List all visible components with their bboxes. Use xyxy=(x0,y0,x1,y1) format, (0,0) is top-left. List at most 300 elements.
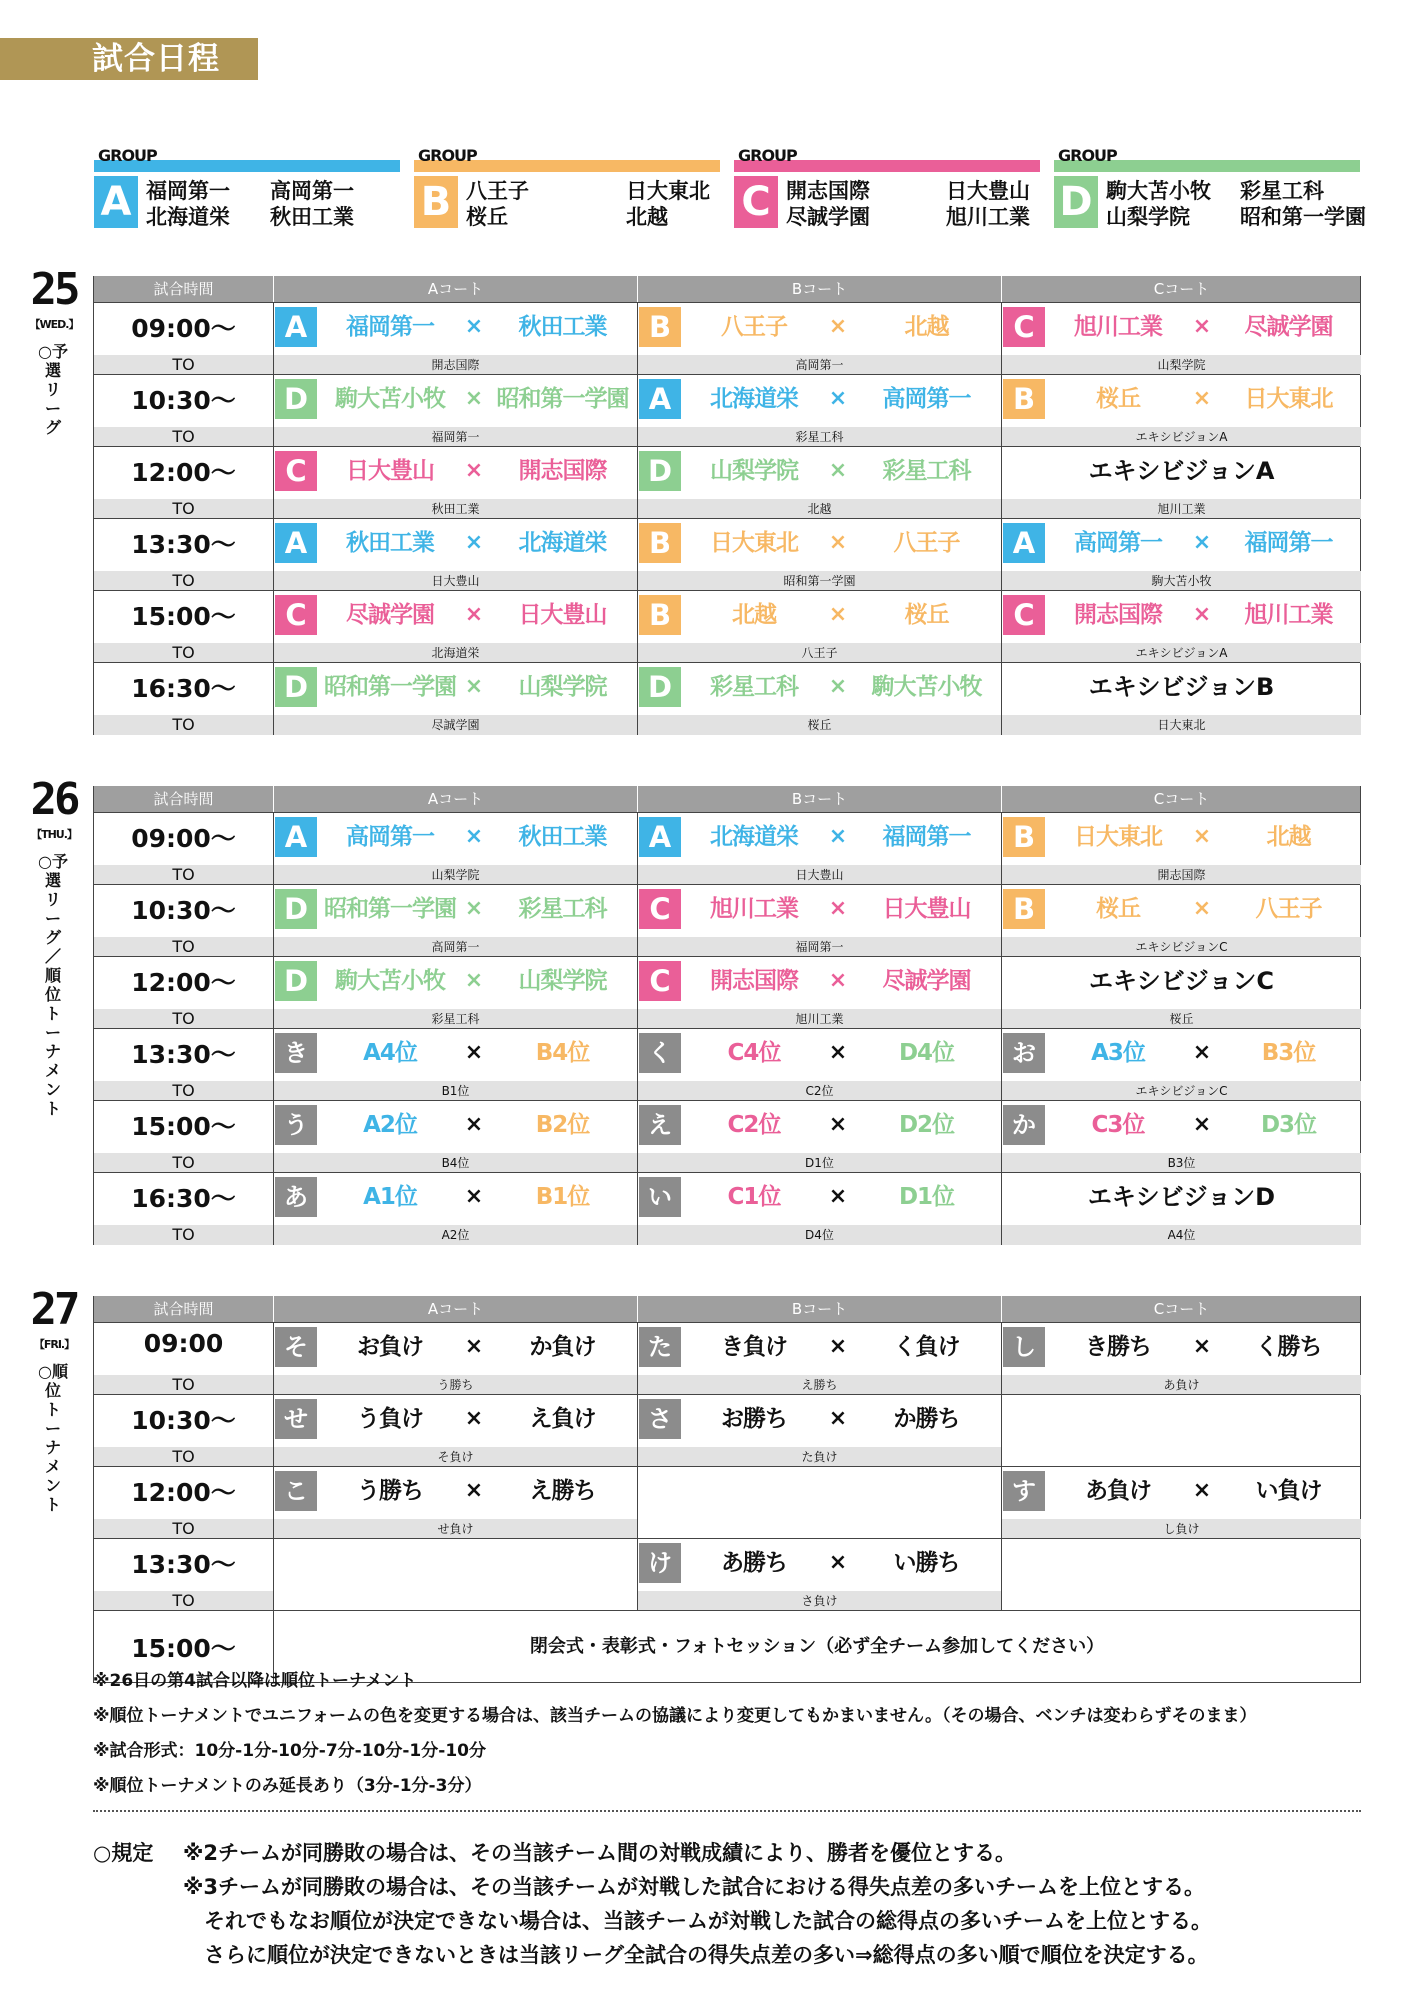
match-badge: A xyxy=(275,817,317,857)
to-label: TO xyxy=(94,865,273,885)
team-1: あ負け xyxy=(1085,1478,1151,1504)
header-court: Bコート xyxy=(638,786,1002,812)
team-2: 北越 xyxy=(1266,824,1311,850)
team-1: A2位 xyxy=(363,1112,417,1138)
match xyxy=(274,889,637,929)
team-2: B4位 xyxy=(535,1040,590,1066)
match-badge: あ xyxy=(275,1177,317,1217)
team-1: あ勝ち xyxy=(721,1550,787,1576)
match-badge: お xyxy=(1003,1033,1045,1073)
to-label: TO xyxy=(94,1519,273,1539)
court-cell xyxy=(638,957,1002,1029)
match xyxy=(638,817,1001,857)
court-cell xyxy=(274,1539,638,1611)
versus-mark: × xyxy=(464,602,484,627)
team-2: 彩星工科 xyxy=(518,896,607,922)
match xyxy=(1002,523,1361,563)
match xyxy=(638,1327,1001,1367)
start-time: 15:00〜 xyxy=(131,1634,236,1663)
team-2: 八王子 xyxy=(1255,896,1322,922)
schedule-table xyxy=(93,276,1361,735)
header-court: Cコート xyxy=(1153,1300,1210,1318)
court-cell xyxy=(274,885,638,957)
match xyxy=(274,451,637,491)
start-time: 15:00〜 xyxy=(131,1112,236,1141)
match-badge: B xyxy=(639,307,681,347)
match xyxy=(1002,379,1361,419)
time-cell xyxy=(94,1029,274,1101)
time-cell xyxy=(94,1323,274,1395)
header-court: Bコート xyxy=(638,1296,1002,1322)
match xyxy=(1002,817,1361,857)
versus-mark: × xyxy=(1192,1478,1212,1503)
referee-team: 開志国際 xyxy=(274,355,637,375)
referee-team: 日大東北 xyxy=(1002,715,1361,735)
match xyxy=(274,1471,637,1511)
team-2: B2位 xyxy=(535,1112,590,1138)
match-badge: そ xyxy=(275,1327,317,1367)
match xyxy=(638,1105,1001,1145)
match-badge: た xyxy=(639,1327,681,1367)
versus-mark: × xyxy=(828,1406,848,1431)
court-cell xyxy=(274,1467,638,1539)
day-weekday: 【WED.】 xyxy=(29,318,79,331)
table-row xyxy=(94,1100,1360,1172)
court-cell xyxy=(638,885,1002,957)
match xyxy=(274,595,637,635)
court-cell xyxy=(1002,663,1361,735)
to-label: TO xyxy=(94,571,273,591)
match xyxy=(274,1327,637,1367)
versus-mark: × xyxy=(828,896,848,921)
team-1: う勝ち xyxy=(357,1478,423,1504)
referee-team: 北越 xyxy=(638,499,1001,519)
versus-mark: × xyxy=(464,968,484,993)
team-2: B3位 xyxy=(1261,1040,1316,1066)
group-label: GROUP xyxy=(98,146,157,165)
table-header xyxy=(94,276,1360,302)
team-1: 昭和第一学園 xyxy=(324,674,456,700)
time-cell xyxy=(94,303,274,375)
start-time: 15:00〜 xyxy=(131,602,236,631)
match xyxy=(1002,889,1361,929)
match xyxy=(638,307,1001,347)
note-line: ※試合形式：10分-1分-10分-7分-10分-1分-10分 xyxy=(93,1741,486,1761)
start-time: 16:30〜 xyxy=(131,1184,236,1213)
time-cell xyxy=(94,813,274,885)
match xyxy=(638,451,1001,491)
match-badge: C xyxy=(639,961,681,1001)
start-time: 09:00〜 xyxy=(131,314,236,343)
match-badge: き xyxy=(275,1033,317,1073)
team-1: 高岡第一 xyxy=(346,824,434,850)
to-label: TO xyxy=(94,1153,273,1173)
referee-team: 高岡第一 xyxy=(274,937,637,957)
group-team: 秋田工業 xyxy=(270,205,354,229)
court-cell xyxy=(1002,813,1361,885)
group-team: 日大東北 xyxy=(626,179,710,203)
team-2: か負け xyxy=(529,1334,596,1360)
referee-team: 福岡第一 xyxy=(638,937,1001,957)
start-time: 13:30〜 xyxy=(131,1040,236,1069)
versus-mark: × xyxy=(464,1184,484,1209)
match xyxy=(1002,595,1361,635)
group-label: GROUP xyxy=(1058,146,1117,165)
team-1: A3位 xyxy=(1091,1040,1145,1066)
referee-team: 尽誠学園 xyxy=(274,715,637,735)
match xyxy=(274,1033,637,1073)
team-1: 秋田工業 xyxy=(346,530,434,556)
start-time: 09:00〜 xyxy=(131,824,236,853)
referee-team: 桜丘 xyxy=(1002,1009,1361,1029)
versus-mark: × xyxy=(464,1406,484,1431)
referee-team: 福岡第一 xyxy=(274,427,637,447)
team-1: 桜丘 xyxy=(1096,386,1140,412)
team-1: お勝ち xyxy=(721,1406,787,1432)
team-1: 日大東北 xyxy=(710,530,798,556)
start-time: 10:30〜 xyxy=(131,1406,236,1435)
referee-team: エキシビジョンC xyxy=(1002,937,1361,957)
versus-mark: × xyxy=(828,824,848,849)
group-letter: B xyxy=(414,176,458,228)
match-badge: A xyxy=(275,523,317,563)
team-1: 開志国際 xyxy=(710,968,798,994)
team-1: C2位 xyxy=(727,1112,781,1138)
referee-team: D4位 xyxy=(638,1225,1001,1245)
referee-team: う勝ち xyxy=(274,1375,637,1395)
referee-team: 北海道栄 xyxy=(274,643,637,663)
team-2: 彩星工科 xyxy=(882,458,971,484)
group-label: GROUP xyxy=(738,146,797,165)
exhibition-label: エキシビジョンD xyxy=(1087,1183,1276,1211)
referee-team: エキシビジョンC xyxy=(1002,1081,1361,1101)
referee-team: エキシビジョンA xyxy=(1002,643,1361,663)
court-cell xyxy=(638,1173,1002,1245)
team-1: き負け xyxy=(721,1334,787,1360)
match-badge: A xyxy=(275,307,317,347)
court-cell xyxy=(1002,1029,1361,1101)
closing-ceremony: 閉会式・表彰式・フォトセッション（必ず全チーム参加してください） xyxy=(529,1636,1105,1657)
team-1: 駒大苫小牧 xyxy=(335,386,445,412)
versus-mark: × xyxy=(828,1112,848,1137)
court-cell xyxy=(274,591,638,663)
referee-team: A2位 xyxy=(274,1225,637,1245)
time-cell xyxy=(94,885,274,957)
team-2: く負け xyxy=(893,1334,960,1360)
match-badge: B xyxy=(1003,817,1045,857)
schedule-table xyxy=(93,1296,1361,1683)
versus-mark: × xyxy=(1192,1334,1212,1359)
table-row xyxy=(94,590,1360,662)
referee-team: さ負け xyxy=(638,1591,1001,1611)
team-1: お負け xyxy=(357,1334,423,1360)
referee-team: 山梨学院 xyxy=(274,865,637,885)
note-line: ※順位トーナメントでユニフォームの色を変更する場合は、該当チームの協議により変更してもかまいません。（その場合、ベンチは変わらずそのまま） xyxy=(93,1706,1257,1726)
team-1: 八王子 xyxy=(721,314,787,340)
team-1: 旭川工業 xyxy=(1074,314,1162,340)
versus-mark: × xyxy=(464,1040,484,1065)
versus-mark: × xyxy=(828,1550,848,1575)
court-cell xyxy=(1002,1539,1361,1611)
team-2: 福岡第一 xyxy=(882,824,971,850)
versus-mark: × xyxy=(1192,1112,1212,1137)
referee-team: 彩星工科 xyxy=(274,1009,637,1029)
rules-label: ○規定 xyxy=(93,1841,154,1865)
time-cell xyxy=(94,957,274,1029)
match-badge: D xyxy=(275,961,317,1001)
team-2: 日大豊山 xyxy=(518,602,607,628)
header-time: 試合時間 xyxy=(94,786,274,812)
match xyxy=(638,1177,1001,1217)
match xyxy=(274,379,637,419)
time-cell xyxy=(94,375,274,447)
start-time: 09:00 xyxy=(143,1329,224,1358)
team-2: 開志国際 xyxy=(518,458,607,484)
match-badge: D xyxy=(275,379,317,419)
exhibition-label: エキシビジョンA xyxy=(1088,457,1275,485)
versus-mark: × xyxy=(464,530,484,555)
notes xyxy=(93,1664,1257,1804)
rule-line: ※3チームが同勝敗の場合は、その当該チームが対戦した試合における得失点差の多いチームを上位とする。 xyxy=(183,1875,1206,1899)
group-team: 桜丘 xyxy=(466,205,508,229)
start-time: 12:00〜 xyxy=(131,968,236,997)
match xyxy=(274,523,637,563)
group-team: 北海道栄 xyxy=(146,205,230,229)
time-cell xyxy=(94,591,274,663)
match-badge: せ xyxy=(275,1399,317,1439)
team-1: 桜丘 xyxy=(1096,896,1140,922)
team-1: C1位 xyxy=(727,1184,781,1210)
time-cell xyxy=(94,1173,274,1245)
time-cell xyxy=(94,1539,274,1611)
group-label: GROUP xyxy=(418,146,477,165)
time-cell xyxy=(94,663,274,735)
court-cell xyxy=(274,303,638,375)
referee-team: B4位 xyxy=(274,1153,637,1173)
team-1: 高岡第一 xyxy=(1074,530,1162,556)
schedule-table xyxy=(93,786,1361,1245)
court-cell xyxy=(638,663,1002,735)
match-badge: う xyxy=(275,1105,317,1145)
team-1: A4位 xyxy=(363,1040,417,1066)
group-team: 八王子 xyxy=(466,179,529,203)
versus-mark: × xyxy=(1192,530,1212,555)
match-badge: D xyxy=(639,667,681,707)
referee-team: 高岡第一 xyxy=(638,355,1001,375)
time-cell xyxy=(94,1395,274,1467)
table-row xyxy=(94,812,1360,884)
to-label: TO xyxy=(94,499,273,519)
rule-line: さらに順位が決定できないときは当該リーグ全試合の得失点差の多い⇒総得点の多い順で順位を決定する。 xyxy=(183,1943,1209,1967)
match xyxy=(638,1543,1001,1583)
team-2: D1位 xyxy=(898,1184,955,1210)
table-row xyxy=(94,1466,1360,1538)
time-cell xyxy=(94,1467,274,1539)
court-cell xyxy=(274,447,638,519)
match xyxy=(1002,1033,1361,1073)
table-row xyxy=(94,662,1360,734)
team-1: 駒大苫小牧 xyxy=(335,968,445,994)
court-cell xyxy=(638,1539,1002,1611)
versus-mark: × xyxy=(464,896,484,921)
court-cell xyxy=(1002,1173,1361,1245)
group-c xyxy=(734,146,1040,232)
referee-team: 旭川工業 xyxy=(638,1009,1001,1029)
group-b xyxy=(414,146,720,232)
team-1: 北海道栄 xyxy=(710,386,798,412)
court-cell xyxy=(1002,447,1361,519)
match xyxy=(274,1399,637,1439)
versus-mark: × xyxy=(828,1040,848,1065)
referee-team: 日大豊山 xyxy=(274,571,637,591)
court-cell xyxy=(274,1173,638,1245)
table-row xyxy=(94,1538,1360,1610)
referee-team: あ負け xyxy=(1002,1375,1361,1395)
versus-mark: × xyxy=(828,602,848,627)
to-label: TO xyxy=(94,715,273,735)
team-2: 尽誠学園 xyxy=(882,968,971,994)
versus-mark: × xyxy=(1192,386,1212,411)
match xyxy=(1002,1471,1361,1511)
versus-mark: × xyxy=(828,314,848,339)
group-team: 福岡第一 xyxy=(146,179,230,203)
table-row xyxy=(94,518,1360,590)
referee-team: 昭和第一学園 xyxy=(638,571,1001,591)
versus-mark: × xyxy=(1192,896,1212,921)
court-cell xyxy=(1002,303,1361,375)
versus-mark: × xyxy=(1192,824,1212,849)
match xyxy=(638,1033,1001,1073)
group-team: 尽誠学園 xyxy=(786,205,870,229)
table-row xyxy=(94,956,1360,1028)
to-label: TO xyxy=(94,355,273,375)
referee-team: え勝ち xyxy=(638,1375,1001,1395)
court-cell xyxy=(274,813,638,885)
referee-team: 山梨学院 xyxy=(1002,355,1361,375)
to-label: TO xyxy=(94,643,273,663)
match-badge: B xyxy=(1003,889,1045,929)
rule-line: ※2チームが同勝敗の場合は、その当該チーム間の対戦成績により、勝者を優位とする。 xyxy=(183,1841,1017,1865)
team-2: 福岡第一 xyxy=(1244,530,1333,556)
match xyxy=(638,595,1001,635)
match-badge: D xyxy=(275,889,317,929)
rule-line: それでもなお順位が決定できない場合は、当該チームが対戦した試合の総得点の多いチームを上位とする。 xyxy=(183,1909,1212,1933)
court-cell xyxy=(274,1323,638,1395)
court-cell xyxy=(274,1101,638,1173)
versus-mark: × xyxy=(464,386,484,411)
note-line: ※順位トーナメントのみ延長あり（3分-1分-3分） xyxy=(93,1776,482,1796)
header-time: 試合時間 xyxy=(94,276,274,302)
versus-mark: × xyxy=(1192,1040,1212,1065)
match-badge: B xyxy=(639,595,681,635)
start-time: 12:00〜 xyxy=(131,458,236,487)
group-team: 昭和第一学園 xyxy=(1240,205,1366,229)
match xyxy=(1002,307,1361,347)
time-cell xyxy=(94,519,274,591)
court-cell xyxy=(1002,1101,1361,1173)
to-label: TO xyxy=(94,937,273,957)
team-2: 日大豊山 xyxy=(882,896,971,922)
day-stage-label: ○予選リーグ／順位トーナメント xyxy=(38,852,68,1118)
court-cell xyxy=(1002,519,1361,591)
referee-team: B1位 xyxy=(274,1081,637,1101)
court-cell xyxy=(1002,375,1361,447)
start-time: 16:30〜 xyxy=(131,674,236,703)
court-cell xyxy=(1002,1323,1361,1395)
table-row xyxy=(94,1028,1360,1100)
team-1: A1位 xyxy=(363,1184,417,1210)
day-number: 26 xyxy=(30,774,78,825)
group-letter: A xyxy=(94,176,138,228)
match xyxy=(274,817,637,857)
day-number: 25 xyxy=(30,264,78,315)
header-court: Aコート xyxy=(274,786,638,812)
match-badge: B xyxy=(1003,379,1045,419)
team-2: 駒大苫小牧 xyxy=(871,674,982,700)
to-label: TO xyxy=(94,427,273,447)
team-2: D4位 xyxy=(898,1040,955,1066)
match-badge: C xyxy=(639,889,681,929)
court-cell xyxy=(638,1323,1002,1395)
team-1: 山梨学院 xyxy=(710,458,798,484)
team-2: え勝ち xyxy=(529,1478,596,1504)
group-team: 彩星工科 xyxy=(1240,179,1324,203)
versus-mark: × xyxy=(464,824,484,849)
team-2: 桜丘 xyxy=(904,602,949,628)
team-2: 北越 xyxy=(904,314,949,340)
court-cell xyxy=(638,303,1002,375)
referee-team: 桜丘 xyxy=(638,715,1001,735)
versus-mark: × xyxy=(464,314,484,339)
group-d xyxy=(1054,146,1366,232)
match xyxy=(638,667,1001,707)
table-row xyxy=(94,1322,1360,1394)
court-cell xyxy=(638,375,1002,447)
referee-team: 開志国際 xyxy=(1002,865,1361,885)
referee-team: せ負け xyxy=(274,1519,637,1539)
table-row xyxy=(94,302,1360,374)
match xyxy=(1002,1327,1361,1367)
team-2: く勝ち xyxy=(1255,1334,1322,1360)
court-cell xyxy=(274,663,638,735)
court-cell xyxy=(638,519,1002,591)
referee-team: 八王子 xyxy=(638,643,1001,663)
court-cell xyxy=(1002,1467,1361,1539)
time-cell xyxy=(94,447,274,519)
exhibition-label: エキシビジョンC xyxy=(1089,967,1274,995)
court-cell xyxy=(638,591,1002,663)
group-letter: D xyxy=(1054,176,1098,228)
court-cell xyxy=(274,1395,638,1467)
time-cell xyxy=(94,1101,274,1173)
group-team: 北越 xyxy=(626,205,668,229)
court-cell xyxy=(1002,591,1361,663)
team-1: 北越 xyxy=(732,602,776,628)
day-weekday: 【THU.】 xyxy=(31,828,77,841)
match-badge: D xyxy=(639,451,681,491)
match xyxy=(274,667,637,707)
team-2: 山梨学院 xyxy=(518,968,607,994)
table-row xyxy=(94,1394,1360,1466)
table-header xyxy=(94,786,1360,812)
match-badge: A xyxy=(1003,523,1045,563)
team-2: 八王子 xyxy=(893,530,960,556)
versus-mark: × xyxy=(464,674,484,699)
team-1: 彩星工科 xyxy=(710,674,798,700)
referee-team: D1位 xyxy=(638,1153,1001,1173)
team-1: 尽誠学園 xyxy=(346,602,434,628)
match-badge: い xyxy=(639,1177,681,1217)
